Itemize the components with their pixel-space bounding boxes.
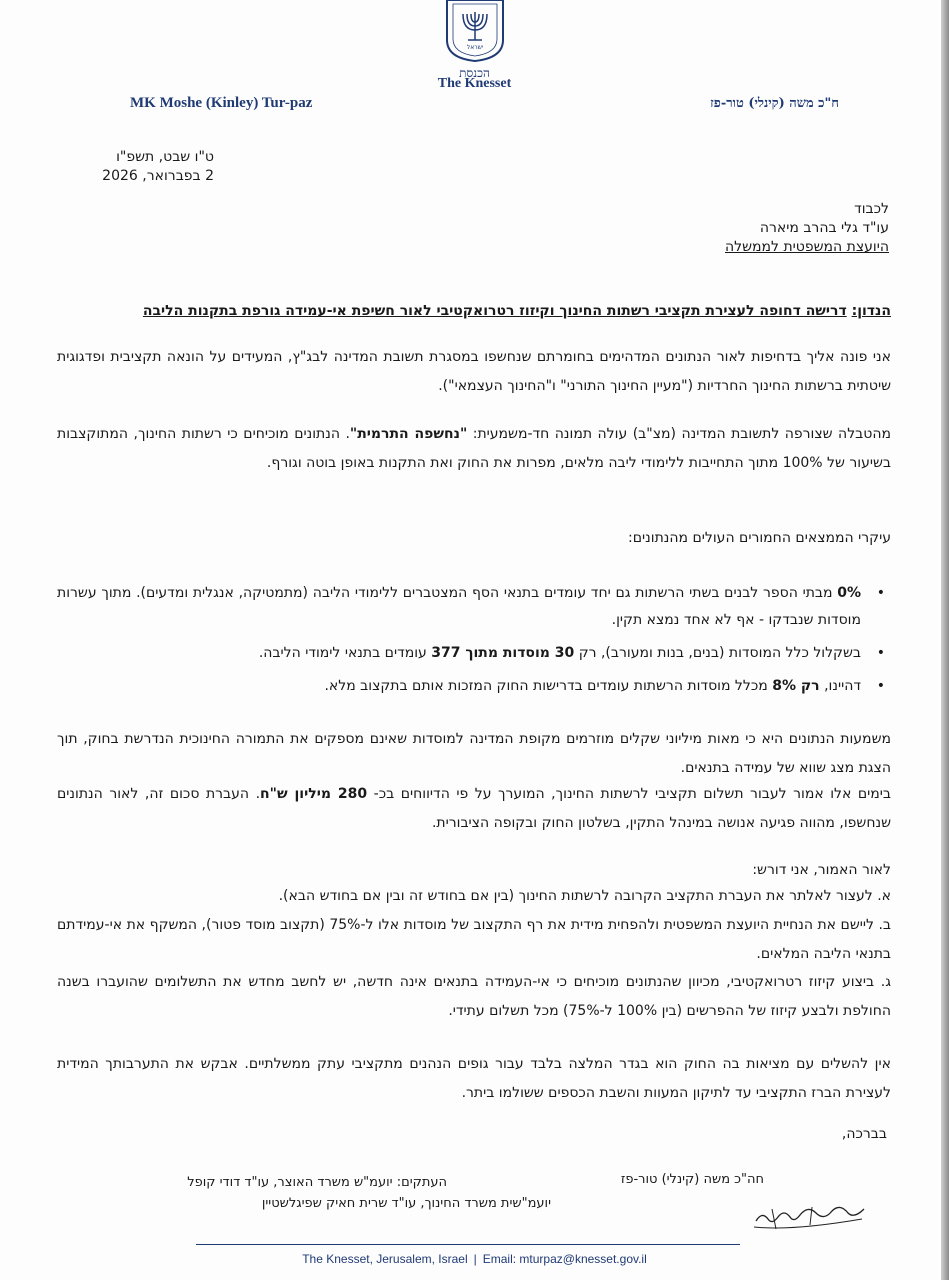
bullet-icon: • (876, 585, 885, 601)
body-paragraph-2 (57, 420, 891, 478)
bullet-icon: • (876, 678, 885, 694)
p2-emphasis: "נחשפה התרמית" (349, 426, 468, 442)
subject-line (57, 302, 891, 321)
finding-3-text: מכלל מוסדות הרשתות עומדים בדרישות החוק המזכות אותם בתקצוב מלא. (324, 678, 773, 694)
addressee-title: היועצת המשפטית לממשלה (725, 239, 889, 255)
hebrew-date: ט"ו שבט, תשפ"ו (116, 149, 214, 165)
gregorian-date: 2 בפברואר, 2026 (102, 168, 214, 184)
finding-2-figure: 30 מוסדות מתוך 377 (431, 645, 575, 661)
page-edge-shadow (941, 0, 949, 1280)
findings-lead: עיקרי הממצאים החמורים העולים מהנתונים: (628, 530, 891, 546)
subject-prefix: הנדון: (851, 303, 891, 319)
body-paragraph-4 (57, 780, 891, 838)
p4-amount: 280 מיליון ש"ח (260, 786, 368, 802)
subject-text: דרישה דחופה לעצירת תקציבי רשתות החינוך וקיזוז רטרואקטיבי לאור חשיפת אי-עמידה גורפת בתקנות הליבה (142, 303, 847, 319)
finding-1-figure: 0% (837, 585, 861, 601)
list-item (57, 673, 891, 700)
mk-name-english: MK Moshe (Kinley) Tur-paz (130, 95, 313, 111)
footer-separator: | (473, 1252, 477, 1266)
addressee-block (725, 200, 889, 257)
body-paragraph-3: משמעות הנתונים היא כי מאות מיליוני שקלים מוזרמים מקופת המדינה למוסדות שאינם מספקים את התמורה החינוכית הנדרשת בחוק, תוך הצגת מצג שווא של עמידה בתנאים. (57, 731, 891, 776)
letter-date (102, 148, 214, 186)
knesset-emblem-icon (442, 0, 508, 62)
cc-line-1: העתקים: יועמ"ש משרד האוצר, עו"ד דודי קופל (187, 1175, 447, 1190)
p4-rest: . העברת סכום זה, לאור הנתונים שנחשפו, מהווה פגיעה אנושה במינהל התקין, בשלטון החוק ובקופה הציבורית. (57, 786, 891, 831)
finding-2-text: עומדים בתנאי לימודי הליבה. (258, 645, 432, 661)
addressee-salutation: לכבוד (854, 201, 889, 217)
p4-intro: בימים אלו אמור לעבור תשלום תקציבי לרשתות החינוך, המוערך על פי הדיווחים בכ- (367, 786, 892, 802)
body-paragraph-1: אני פונה אליך בדחיפות לאור הנתונים המדהימים בחומרתם שנחשפו במסגרת תשובת המדינה לבג"ץ, המעידים על הונאה תקציבית ופדגוגית שיטתית ברשתות החינוך החרדיות ("מעיין החינוך התורני" ו"החינוך העצמאי"). (57, 349, 891, 394)
footer-divider (196, 1244, 740, 1245)
demands-lead: לאור האמור, אני דורש: (752, 862, 891, 878)
bullet-icon: • (876, 645, 885, 661)
cc-line-2: יועמ"שית משרד החינוך, עו"ד שרית חאיק שפיגלשטיין (261, 1196, 551, 1211)
knesset-name-english: The Knesset (437, 76, 512, 91)
p2-rest: . הנתונים מוכיחים כי רשתות החינוך, המתוקצבות בשיעור של 100% מתוך התחייבות ללימודי ליבה מלאים, מפרות את החוק ואת התקנות באופן בוטה וגורף. (57, 426, 891, 471)
signer-name: חה"כ משה (קינלי) טור-פז (620, 1172, 764, 1187)
list-item (57, 580, 891, 634)
demand-b: ב. ליישם את הנחיית היועצת המשפטית ולהפחית מידית את רף התקצוב של מוסדות אלו ל-75% (תקצוב מוסד פטור), המשקף את אי-עמידתם בתנאי הליבה המלאים. (57, 917, 891, 962)
body-paragraph-closing: אין להשלים עם מציאות בה החוק הוא בגדר המלצה בלבד עבור גופים הנהנים מתקציבי עתק ממשלתיים. אבקש את התערבותך המידית לעצירת הברז התקציבי עד לתיקון המעוות והשבת הכספים ששולמו ביתר. (57, 1056, 891, 1101)
closing-blessing: בברכה, (841, 1126, 887, 1142)
findings-list (57, 580, 891, 706)
list-item (57, 640, 891, 667)
knesset-name-hebrew: הכנסת (459, 66, 490, 80)
footer-address: The Knesset, Jerusalem, Israel (302, 1252, 468, 1266)
footer (0, 1252, 949, 1266)
handwritten-signature-icon (752, 1195, 870, 1235)
emblem-caption: ישראל (466, 44, 484, 51)
mk-name-hebrew: ח"כ משה (קינלי) טור-פז (710, 96, 839, 111)
finding-1-text: מבתי הספר לבנים בשתי הרשתות גם יחד עומדים בתנאי הסף המצטברים ללימודי הליבה (מתמטיקה, אנגלית ומדעים). מתוך עשרות מוסדות שנבדקו - אף לא אחד נמצא תקין. (57, 585, 861, 628)
addressee-name: עו"ד גלי בהרב מיארה (759, 220, 889, 236)
finding-3-intro: דהיינו, (819, 678, 861, 694)
finding-3-figure: רק 8% (772, 678, 820, 694)
finding-2-intro: בשקלול כלל המוסדות (בנים, בנות ומעורב), רק (574, 645, 861, 661)
footer-email[interactable]: Email: mturpaz@knesset.gov.il (482, 1252, 647, 1266)
demand-c: ג. ביצוע קיזוז רטרואקטיבי, מכיוון שהנתונים מוכיחים כי אי-העמידה בתנאים אינה חדשה, יש לחשב מחדש את התשלומים שהועברו בשנה החולפת ולבצע קיזוז של ההפרשים (בין 100% ל-75%) מכל תשלום עתידי. (57, 974, 891, 1019)
demand-a: א. לעצור לאלתר את העברת התקציב הקרובה לרשתות החינוך (בין אם בחודש זה ובין אם בחודש הבא). (278, 888, 891, 904)
p2-intro: מהטבלה שצורפה לתשובת המדינה (מצ"ב) עולה תמונה חד-משמעית: (467, 426, 891, 442)
